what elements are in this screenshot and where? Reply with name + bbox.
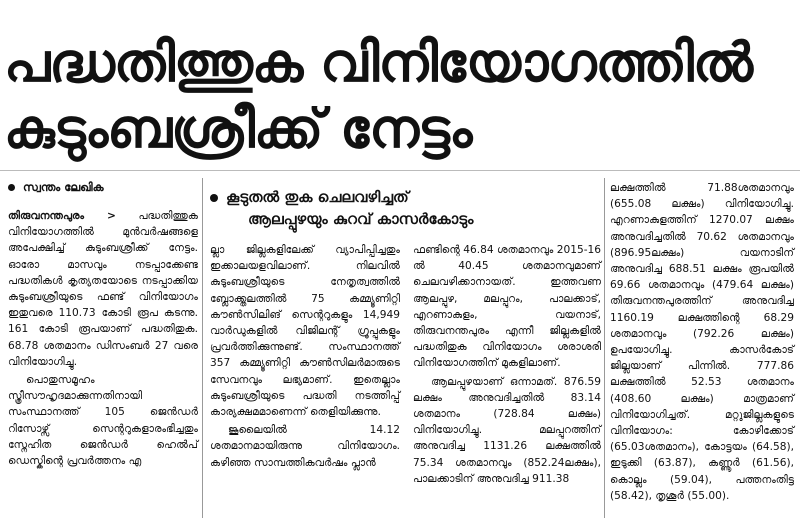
headline-line-2: കുടുംബശ്രീക്ക് നേട്ടം xyxy=(4,97,472,160)
subheadline-line-1: കൂടുതൽ തുക ചെലവഴിച്ചത് xyxy=(226,188,409,206)
subheadline-line-2: ആലപ്പുഴയും കുറവ് കാസർകോടും xyxy=(248,210,474,228)
headline-line-1: പദ്ധതിത്തുക വിനിയോഗത്തിൽ xyxy=(4,31,753,94)
dateline: തിരുവനന്തപുരം > xyxy=(8,210,116,222)
article-column-2 xyxy=(210,242,400,471)
paragraph: ജൂലൈയിൽ 14.12 ശതമാനമായിരുന്നു വിനിയോഗം. കഴിഞ്ഞ സാമ്പത്തികവർഷം പ്ലാൻ xyxy=(210,424,400,469)
paragraph: പൊതുസമൂഹം സ്ത്രീസൗഹൃദമാക്കുന്നതിനായി സംസ്ഥാനത്ത് 105 ജെൻഡർ റിസോഴ്സ് സെന്ററുകളാരംഭിച്ചതും സ്നേഹിത ജെൻഡർ ഹെൽപ് ഡെസ്കിന്റെ പ്രവർത്തനം എ xyxy=(8,374,198,468)
bullet-icon xyxy=(210,194,218,202)
bullet-icon xyxy=(8,184,15,191)
paragraph-text: പദ്ധതിത്തുക വിനിയോഗത്തിൽ മുൻവർഷങ്ങളെ അപേക്ഷിച്ച് കുടുംബശ്രീക്ക് നേട്ടം. ഓരോ മാസവും നടപ്പാക്കേണ്ട പദ്ധതികൾ കൃത്യതയോടെ നടപ്പാക്കിയ കുടുംബശ്രീയുടെ ഫണ്ട് വിനിയോഗം ഇതുവരെ 110.73 കോടി രൂപ കടന്നു. 161 കോടി രൂപയാണ് പദ്ധതിതുക. 68.78 ശതമാനം ഡിസംബർ 27 വരെ വിനിയോഗിച്ചു. xyxy=(8,210,198,368)
paragraph: ആലപ്പുഴയാണ് ഒന്നാമത്. 876.59 ലക്ഷം അനുവദിച്ചതിൽ 83.14 ശതമാനം (728.84 ലക്ഷം) വിനിയോഗിച്ചു. മലപ്പുറത്തിന് അനുവദിച്ച 1131.26 ലക്ഷത്തിൽ 75.34 ശതമാനവും (852.24ലക്ഷം), പാലക്കാടിന് അനുവദിച്ച 911.38 xyxy=(413,375,601,485)
paragraph: ലക്ഷത്തിൽ 71.88ശതമാനവും (655.08 ലക്ഷം) വിനിയോഗിച്ചു. എറണാകുളത്തിന് 1270.07 ലക്ഷം അനുവദിച്ചതിൽ 70.62 ശതമാനവും (896.95ലക്ഷം) വയനാടിന് അനുവദിച്ച 688.51 ലക്ഷം രൂപയിൽ 69.66 ശതമാനവും (479.64 ലക്ഷം) തിരുവനന്തപുരത്തിന് അനുവദിച്ച 1160.19 ലക്ഷത്തിന്റെ 68.29 ശതമാനവും (792.26 ലക്ഷം) ഉപയോഗിച്ചു. കാസർകോട് ജില്ലയാണ് പിന്നിൽ. 777.86 ലക്ഷത്തിൽ 52.53 ശതമാനം (408.60 ലക്ഷം) മാത്രമാണ് വിനിയോഗിച്ചത്. മറ്റുജില്ലകളുടെ വിനിയോഗം: കോഴിക്കോട് (65.03ശതമാനം), കോട്ടയം (64.58), ഇടുക്കി (63.87), കണ്ണൂർ (61.56), കൊല്ലം (59.04), പത്തനംതിട്ട (58.42), തൃശൂർ (55.00). xyxy=(610,182,794,502)
byline-text: സ്വന്തം ലേഖിക xyxy=(23,180,104,194)
article-column-3 xyxy=(413,242,601,487)
paragraph: ല്ലാ ജില്ലകളിലേക്ക് വ്യാപിപ്പിച്ചതും ഇക്കാലയളവിലാണ്. നിലവിൽ കുടുംബശ്രീയുടെ നേതൃത്വത്തിൽ ബ്ലോക്ക്തലത്തിൽ 75 കമ്മ്യൂണിറ്റി കൗൺസിലിങ് സെന്ററുകളും 14,949 വാർഡുകളിൽ വിജിലന്റ് ഗ്രൂപ്പുകളും പ്രവർത്തിക്കുന്നുണ്ട്. സംസ്ഥാനത്ത് 357 കമ്മ്യൂണിറ്റി കൗൺസിലർമാരുടെ സേവനവും ലഭ്യമാണ്. ഇതെല്ലാം കുടുംബശ്രീയുടെ പദ്ധതി നടത്തിപ്പ് കാര്യക്ഷമമാണെന്ന് തെളിയിക്കുന്നു. xyxy=(210,244,400,419)
paragraph: ഫണ്ടിന്റെ 46.84 ശതമാനവും 2015-16 ൽ 40.45 ശതമാനവുമാണ് ചെലവഴിക്കാനായത്. ഇത്തവണ ആലപ്പുഴ, മലപ്പുറം, പാലക്കാട്, എറണാകുളം, വയനാട്, തിരുവനന്തപുരം എന്നീ ജില്ലകളിൽ പദ്ധതിതുക വിനിയോഗം ശരാശരി വിനിയോഗത്തിന് മുകളിലാണ്. xyxy=(413,244,601,370)
article-column-1 xyxy=(8,208,198,469)
byline xyxy=(8,180,208,195)
paragraph xyxy=(8,208,198,370)
headline-divider xyxy=(0,170,800,171)
headline xyxy=(4,30,796,162)
article-column-4 xyxy=(610,180,794,504)
column-divider-1 xyxy=(202,178,203,518)
subheadline xyxy=(210,186,610,230)
